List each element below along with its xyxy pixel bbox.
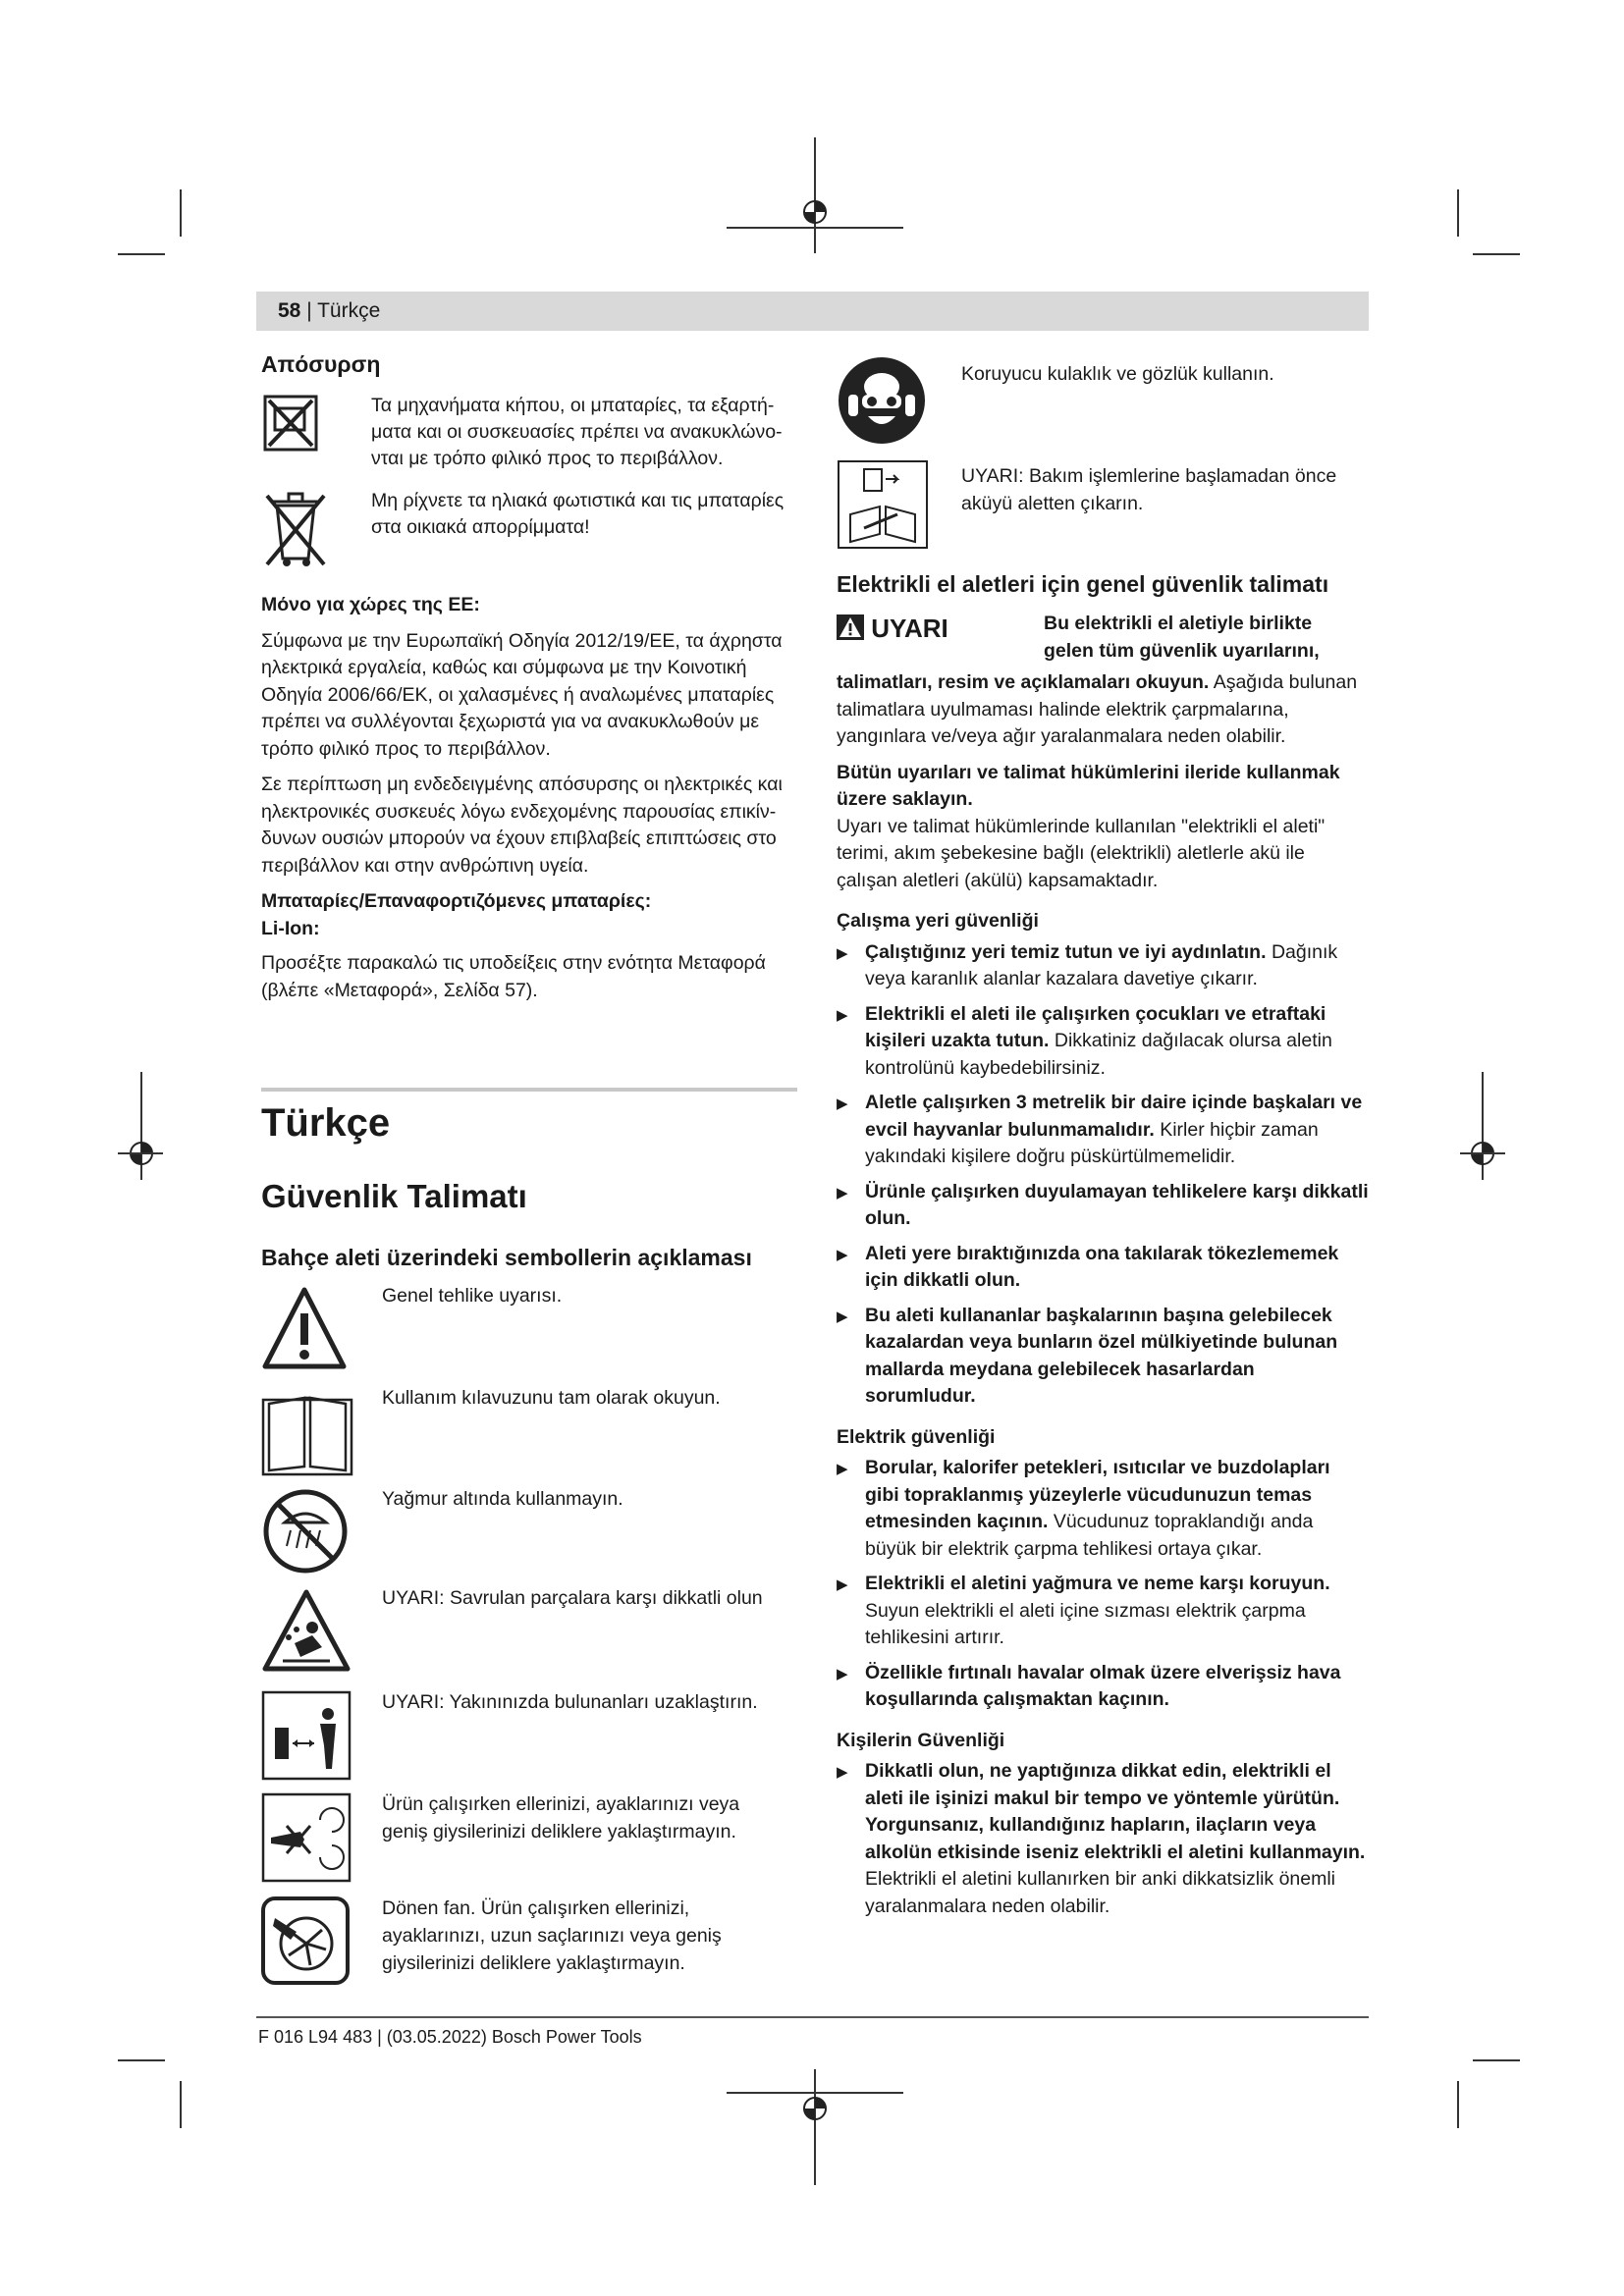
symbol-row — [837, 355, 1372, 454]
batteries-heading: Μπαταρίες/Επαναφορτιζόμενες μπαταρίες: — [261, 890, 652, 912]
thrown-objects-icon — [261, 1586, 352, 1675]
electric-heading: Elektrik güvenliği — [837, 1425, 996, 1448]
general-danger-icon — [261, 1284, 348, 1374]
warning-label — [837, 614, 948, 644]
no-dispose-battery-icon — [261, 393, 320, 454]
symbol-text: Ürün çalışırken ellerinizi, ayaklarınızı veya geniş giysilerinizi deliklere yaklaştırmayın. — [382, 1793, 740, 1842]
footer-rule — [256, 2016, 1369, 2018]
warning-triangle-icon — [837, 614, 864, 640]
read-manual-icon — [261, 1386, 353, 1478]
symbol-text: UYARI: Savrulan parçalara karşı dikkatli olun — [382, 1587, 763, 1609]
symbol-row — [261, 1896, 772, 1991]
header-language: Türkçe — [317, 299, 381, 322]
remove-battery-icon — [837, 459, 929, 550]
disposal-symbol-row — [261, 393, 797, 469]
eu-text-2: Σε περίπτωση μη ενδεδειγμένης απόσυρσης οι ηλεκτρικές και ηλεκτρονικές συσκευές λόγω ενδεχομένης παρουσίας επικίν-δυνων ουσιών μπορούν να έχουν επιβλαβείς επιπτώσεις στο περιβάλλον και στην ανθρώπινη υγεία. — [261, 774, 783, 877]
registration-mark-icon — [116, 1129, 165, 1178]
symbol-row — [261, 1690, 772, 1785]
symbol-row — [261, 1284, 772, 1378]
crossed-bin-icon — [261, 486, 330, 570]
disposal-text-1: Τα μηχανήματα κήπου, οι μπαταρίες, τα εξαρτή-ματα και οι συσκευασίες πρέπει να ανακυκλώνο-νται με τρόπο φιλικό προς το περιβάλλον. — [371, 395, 783, 469]
liion-text: Προσέξτε παρακαλώ τις υποδείξεις στην ενότητα Μεταφορά (βλέπε «Μεταφορά», Σελίδα 57). — [261, 952, 766, 1001]
persons-list — [837, 1758, 1369, 1920]
liion-heading: Li-Ion: — [261, 917, 320, 939]
keep-distance-icon — [261, 1690, 352, 1781]
eu-text-1: Σύμφωνα με την Ευρωπαϊκή Οδηγία 2012/19/ΕΕ, τα άχρηστα ηλεκτρικά εργαλεία, καθώς και σύμφωνα με την Κοινοτική Οδηγία 2006/66/ΕΚ, οι χαλασμένες ή αναλωμένες μπαταρίες πρέπει να συλλέγονται ξεχωριστά για να ανακυκλωθούν με τρόπο φιλικό προς το περιβάλλον. — [261, 629, 783, 760]
keep-heading: Bütün uyarıları ve talimat hükümlerini ileride kullanmak üzere saklayın. — [837, 761, 1340, 810]
list-item: ▶ Borular, kalorifer petekleri, ısıtıcılar ve buzdolapları gibi topraklanmış yüzeylerle vücudunuzun temas etmesinden kaçının. Vücudunuz topraklandığı anda büyük bir elektrik çarpma tehlikesi ortaya çıkar. — [837, 1455, 1369, 1563]
list-item: ▶ Özellikle fırtınalı havalar olmak üzere elverişsiz hava koşullarında çalışmaktan kaçının. — [837, 1660, 1369, 1714]
symbol-text: UYARI: Yakınınızda bulunanları uzaklaştırın. — [382, 1691, 758, 1713]
page-header: 58 | Türkçe — [278, 299, 381, 322]
symbol-row — [261, 1792, 772, 1887]
persons-heading: Kişilerin Güvenliği — [837, 1729, 1005, 1751]
eu-heading: Μόνο για χώρες της ΕΕ: — [261, 594, 480, 615]
registration-mark-icon — [1458, 1129, 1507, 1178]
symbol-text: Genel tehlike uyarısı. — [382, 1285, 563, 1307]
list-item: ▶ Aleti yere bıraktığınızda ona takılarak tökezlememek için dikkatli olun. — [837, 1241, 1369, 1295]
workplace-heading: Çalışma yeri güvenliği — [837, 910, 1039, 932]
section-divider — [261, 1088, 797, 1092]
page-footer: F 016 L94 483 | (03.05.2022) Bosch Power Tools — [258, 2027, 642, 2047]
symbol-text: UYARI: Bakım işlemlerine başlamadan önce aküyü aletten çıkarın. — [961, 465, 1337, 514]
symbol-text: Dönen fan. Ürün çalışırken ellerinizi, ayaklarınızı, uzun saçlarınızı veya geniş giysilerinizi deliklere yaklaştırmayın. — [382, 1897, 722, 1974]
workplace-list — [837, 939, 1369, 1411]
no-rain-icon — [261, 1487, 350, 1575]
electric-list — [837, 1455, 1369, 1714]
eu-section — [261, 592, 797, 1013]
language-title: Türkçe — [261, 1101, 391, 1145]
page-number: 58 — [278, 299, 301, 322]
warning-bold-1: Bu elektrikli el aletiyle birlikte gelen tüm güvenlik uyarılarını, — [1044, 613, 1320, 662]
symbol-text: Yağmur altında kullanmayın. — [382, 1488, 623, 1510]
warning-text: Aşağıda bulunan talimatlara uyulmaması halinde elektrik çarpmalarına, yangınlara ve/veya ağır yaralanmalara neden olabilir. — [837, 671, 1358, 747]
rotating-fan-icon — [261, 1896, 350, 1985]
registration-mark-icon — [727, 2069, 903, 2187]
disposal-text-2: Μη ρίχνετε τα ηλιακά φωτιστικά και τις μπαταρίες στα οικιακά απορρίμματα! — [371, 490, 785, 538]
right-column-text — [837, 669, 1369, 1928]
symbol-row — [261, 1487, 772, 1581]
warning-bold-2: talimatları, resim ve açıklamaları okuyun. — [837, 671, 1210, 693]
hands-away-icon — [261, 1792, 352, 1883]
list-item: ▶ Elektrikli el aleti ile çalışırken çocukları ve etraftaki kişileri uzakta tutun. Dikkatiniz dağılacak olursa aletin kontrolünü kaybedebilirsiniz. — [837, 1001, 1369, 1083]
symbol-text: Kullanım kılavuzunu tam olarak okuyun. — [382, 1387, 721, 1409]
list-item: ▶ Dikkatli olun, ne yaptığınıza dikkat edin, elektrikli el aleti ile işinizi makul bir tempo ve yöntemle yürütün. Yorgunsanız, kullandığınız hapların, ilaçların veya alkolün etkisinde iseniz elektrikli el aletini kullanmayın. Elektrikli el aletini kullanırken bir anki dikkatsizlik önemli yaralanmalara neden olabilir. — [837, 1758, 1369, 1920]
page-header-bar — [256, 292, 1369, 331]
warning-paragraph — [837, 669, 1369, 751]
disposal-symbol-row — [261, 486, 797, 574]
symbol-row — [261, 1586, 772, 1681]
ear-eye-protection-icon — [837, 355, 927, 446]
symbol-text: Koruyucu kulaklık ve gözlük kullanın. — [961, 363, 1274, 385]
symbols-title: Bahçe aleti üzerindeki sembollerin açıklaması — [261, 1245, 752, 1270]
symbol-row — [837, 459, 1372, 558]
list-item: ▶ Ürünle çalışırken duyulamayan tehlikelere karşı dikkatli olun. — [837, 1179, 1369, 1233]
list-item: ▶ Aletle çalışırken 3 metrelik bir daire içinde başkaları ve evcil hayvanlar bulunmamalıdır. Kirler hiçbir zaman yakındaki kişilere doğru püskürtülmemelidir. — [837, 1090, 1369, 1171]
safety-title: Güvenlik Talimatı — [261, 1178, 527, 1214]
list-item: ▶ Elektrikli el aletini yağmura ve neme karşı koruyun. Suyun elektrikli el aleti içine sızması elektrik çarpma tehlikesini artırır. — [837, 1571, 1369, 1652]
warning-label-text: UYARI — [871, 614, 948, 643]
list-item: ▶ Çalıştığınız yeri temiz tutun ve iyi aydınlatın. Dağınık veya karanlık alanlar kazalara davetiye çıkarır. — [837, 939, 1369, 993]
left-column — [261, 351, 797, 379]
list-item: ▶ Bu aleti kullananlar başkalarının başına gelebilecek kazalardan veya bunların özel mülkiyetinde bulunan mallarda meydana gelebilecek hasarlardan sorumludur. — [837, 1303, 1369, 1411]
general-safety-title: Elektrikli el aletleri için genel güvenlik talimatı — [837, 571, 1329, 597]
keep-text: Uyarı ve talimat hükümlerinde kullanılan "elektrikli el aleti" terimi, akım şebekesine bağlı (elektrikli) aletlerle akü ile çalışan aletleri (akülü) kapsamaktadır. — [837, 815, 1326, 891]
symbol-row — [261, 1386, 772, 1480]
registration-mark-icon — [727, 137, 903, 255]
disposal-title: Απόσυρση — [261, 351, 381, 377]
